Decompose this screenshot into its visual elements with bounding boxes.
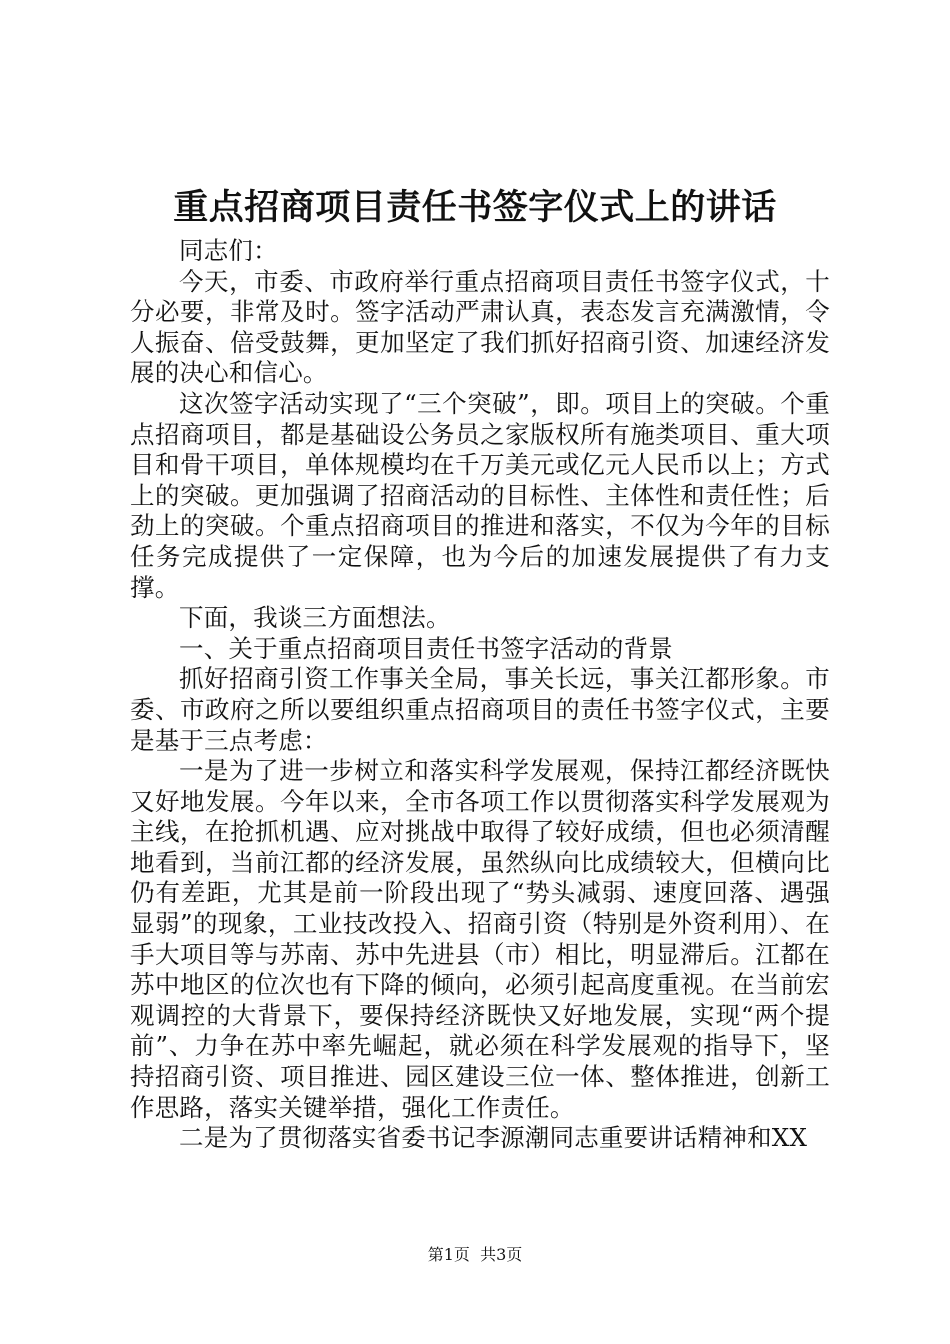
document-title: 重点招商项目责任书签字仪式上的讲话 [173, 187, 777, 228]
body-paragraph: 这次签字活动实现了“三个突破”，即。项目上的突破。个重点招商项目，都是基础设公务员之家版权所有施类项目、重大项目和骨干项目，单体规模均在千万美元或亿元人民币以上；方式上的突破。更加强调了招商活动的目标性、主体性和责任性；后劲上的突破。个重点招商项目的推进和落实，不仅为今年的目标任务完成提供了一定保障，也为今后的加速发展提供了有力支撑。 [130, 388, 830, 602]
page-number-footer: 第1页 共3页 [427, 1245, 523, 1264]
body-paragraph: 今天，市委、市政府举行重点招商项目责任书签字仪式，十分必要，非常及时。签字活动严肃认真，表态发言充满激情，令人振奋、倍受鼓舞，更加坚定了我们抓好招商引资、加速经济发展的决心和信心。 [130, 266, 830, 388]
body-paragraph: 下面，我谈三方面想法。 [179, 603, 451, 633]
body-paragraph: 二是为了贯彻落实省委书记李源潮同志重要讲话精神和XX [179, 1123, 808, 1153]
document-body [130, 236, 830, 1154]
body-paragraph: 抓好招商引资工作事关全局，事关长远，事关江都形象。市委、市政府之所以要组织重点招商项目的责任书签字仪式，主要是基于三点考虑： [130, 664, 830, 755]
section-heading: 一、关于重点招商项目责任书签字活动的背景 [179, 633, 673, 663]
body-paragraph: 一是为了进一步树立和落实科学发展观，保持江都经济既快又好地发展。今年以来，全市各项工作以贯彻落实科学发展观为主线，在抢抓机遇、应对挑战中取得了较好成绩，但也必须清醒地看到，当前江都的经济发展，虽然纵向比成绩较大，但横向比仍有差距，尤其是前一阶段出现了“势头减弱、速度回落、遇强显弱”的现象，工业技改投入、招商引资（特别是外资利用）、在手大项目等与苏南、苏中先进县（市）相比，明显滞后。江都在苏中地区的位次也有下降的倾向，必须引起高度重视。在当前宏观调控的大背景下，要保持经济既快又好地发展，实现“两个提前”、力争在苏中率先崛起，就必须在科学发展观的指导下，坚持招商引资、项目推进、园区建设三位一体、整体推进，创新工作思路，落实关键举措，强化工作责任。 [130, 756, 830, 1122]
salutation-paragraph: 同志们： [179, 236, 278, 265]
